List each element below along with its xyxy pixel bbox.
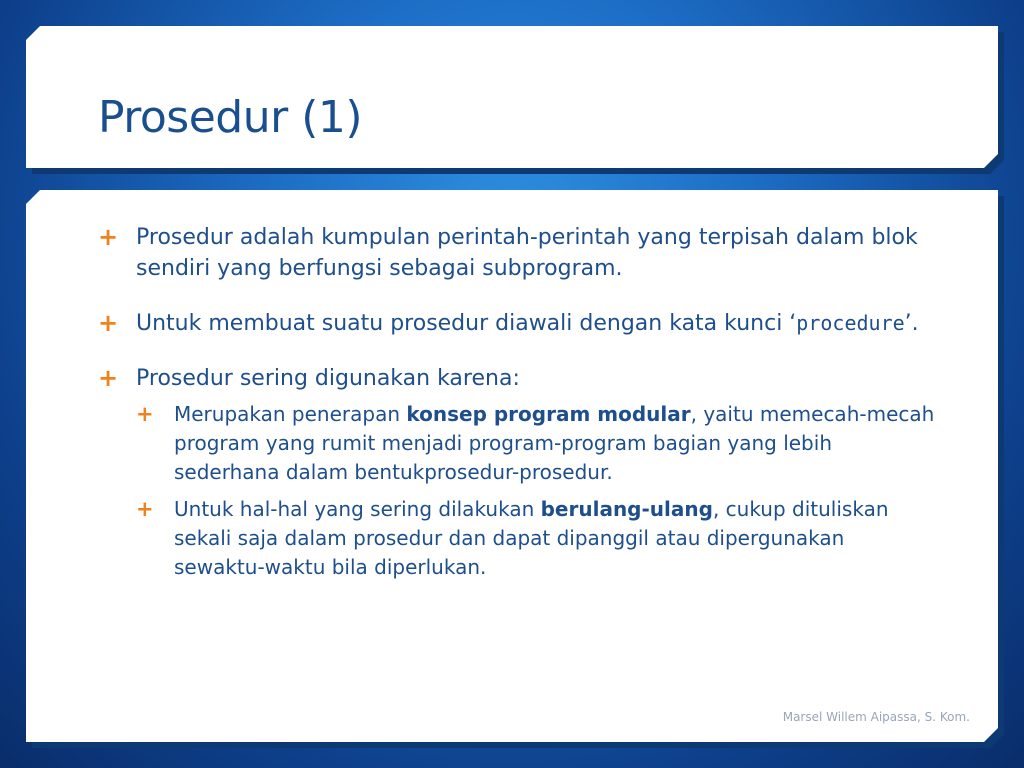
sub-bullet-emphasis: berulang-ulang xyxy=(540,497,713,521)
plus-bullet-icon: + xyxy=(136,497,154,521)
keyword-code: procedure xyxy=(796,311,905,335)
plus-bullet-icon: + xyxy=(136,402,154,426)
plus-bullet-icon: + xyxy=(98,223,119,251)
sub-bullet-text: Merupakan penerapan xyxy=(174,402,407,426)
sub-bullet-emphasis: konsep program modular xyxy=(406,402,691,426)
bullet-text-end: ’. xyxy=(904,311,919,336)
bullet-text: Untuk membuat suatu prosedur diawali dengan kata kunci ‘ xyxy=(136,311,797,336)
plus-bullet-icon: + xyxy=(98,364,119,392)
slide-content xyxy=(98,222,938,590)
footer-author: Marsel Willem Aipassa, S. Kom. xyxy=(782,710,970,724)
bullet-keyword xyxy=(98,308,938,339)
plus-bullet-icon: + xyxy=(98,309,119,337)
bullet-text: Prosedur adalah kumpulan perintah-perintah yang terpisah dalam blok sendiri yang berfungsi sebagai subprogram. xyxy=(136,225,918,281)
bullet-text: Prosedur sering digunakan karena: xyxy=(136,366,520,391)
sub-bullet-text-end: , cukup dituliskan sekali saja dalam prosedur dan dapat dipanggil atau dipergunakan sewaktu-waktu bila diperlukan. xyxy=(174,497,889,579)
bullet-reasons xyxy=(98,363,938,394)
slide-title: Prosedur (1) xyxy=(98,92,363,143)
bullet-definition xyxy=(98,222,938,284)
sub-bullet-text-end: , yaitu memecah-mecah program yang rumit menjadi program-program bagian yang lebih sederhana dalam bentukprosedur-prosedur. xyxy=(174,402,935,484)
sub-bullet-modular xyxy=(136,400,938,487)
sub-bullet-repetition xyxy=(136,495,938,582)
sub-bullet-text: Untuk hal-hal yang sering dilakukan xyxy=(174,497,541,521)
